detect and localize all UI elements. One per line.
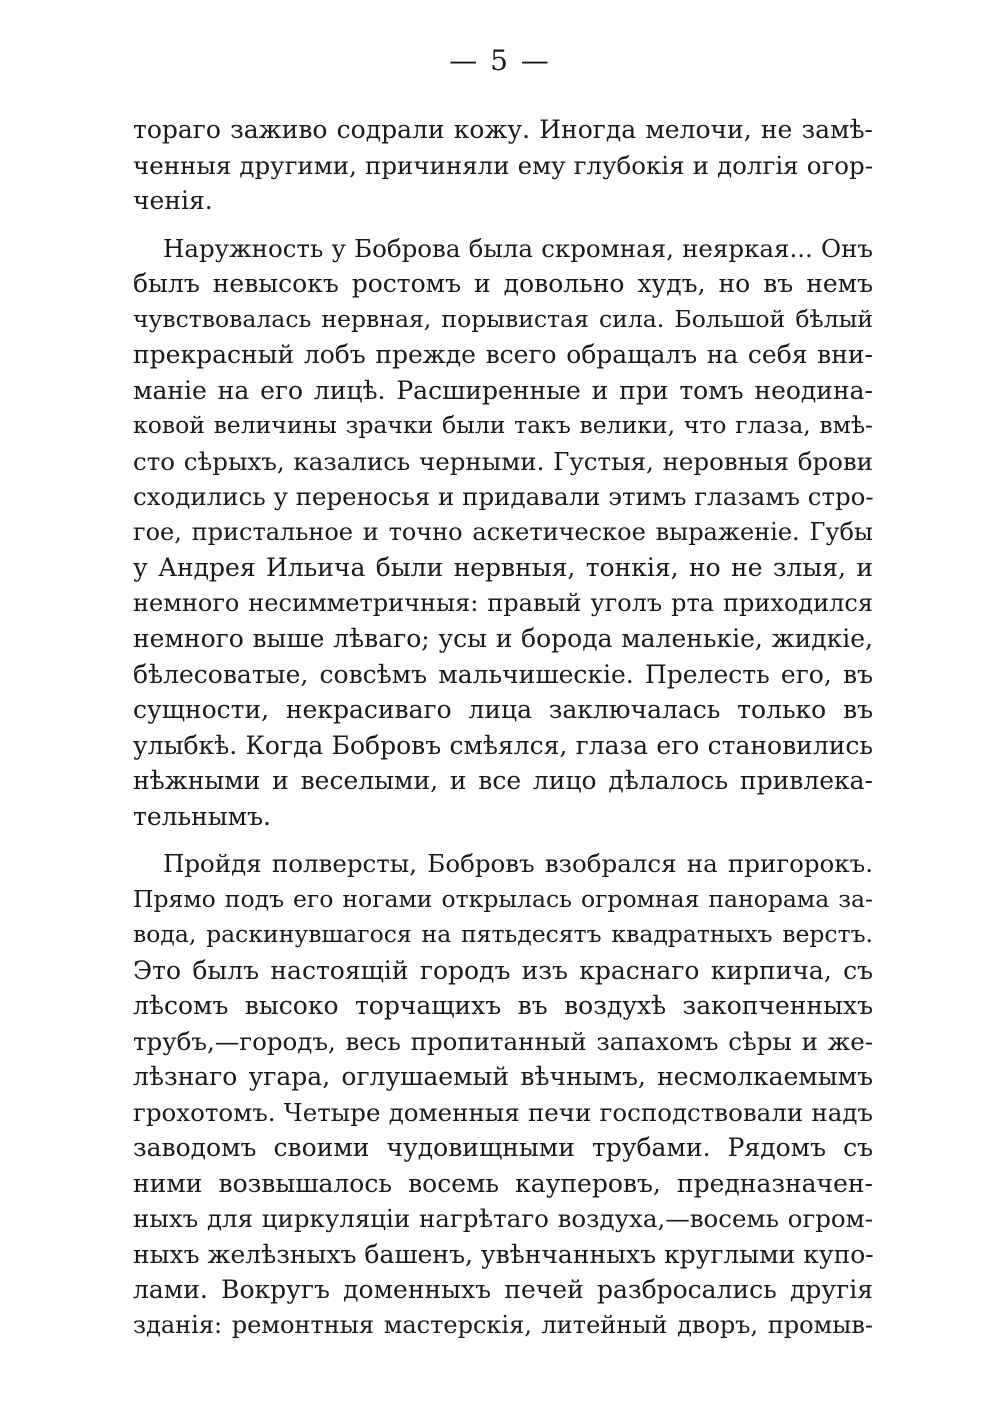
paragraph-2 bbox=[133, 231, 873, 835]
text-line: тельнымъ. bbox=[133, 801, 271, 831]
text-line: вода, раскинувшагося на пятьдесятъ квадратныхъ верстъ. bbox=[133, 920, 873, 948]
text-line: маніе на его лицѣ. Расширенные и при томъ неодина- bbox=[133, 375, 873, 405]
text-line: ныхъ для циркуляціи нагрѣтаго воздуха,—восемь огром- bbox=[133, 1204, 873, 1233]
text-line: гое, пристальное и точно аскетическое выраженіе. Губы bbox=[133, 517, 873, 546]
text-line: у Андрея Ильича были нервныя, тонкія, но не злыя, и bbox=[133, 553, 873, 582]
text-line: зданія: ремонтныя мастерскія, литейный дворъ, промыв- bbox=[133, 1310, 873, 1339]
text-line: лѣзнаго угара, оглушаемый вѣчнымъ, несмолкаемымъ bbox=[133, 1062, 873, 1091]
text-line: ченія. bbox=[133, 186, 213, 215]
text-line: бѣлесоватые, совсѣмъ мальчишескіе. Прелесть его, въ bbox=[133, 659, 873, 689]
text-line: улыбкѣ. Когда Бобровъ смѣялся, глаза его становились bbox=[133, 730, 873, 760]
body-text bbox=[133, 112, 873, 1343]
text-line: ковой величины зрачки были такъ велики, что глаза, вмѣ- bbox=[133, 411, 873, 439]
text-line: лѣсомъ высоко торчащихъ въ воздухѣ закопченныхъ bbox=[133, 991, 873, 1020]
text-line: былъ невысокъ ростомъ и довольно худъ, но въ немъ bbox=[133, 269, 873, 298]
paragraph-1 bbox=[133, 112, 873, 219]
text-line: немного несимметричныя: правый уголъ рта приходился bbox=[133, 588, 873, 617]
page-number: — 5 — bbox=[449, 44, 551, 77]
text-line: ними возвышалось восемь кауперовъ, предназначен- bbox=[133, 1168, 873, 1198]
text-line: Пройдя полверсты, Бобровъ взобрался на пригорокъ. bbox=[163, 849, 873, 878]
text-line: Прямо подъ его ногами открылась огромная панорама за- bbox=[133, 884, 873, 913]
text-line: тораго заживо содрали кожу. Иногда мелочи, не замѣ- bbox=[133, 115, 873, 144]
text-line: сто сѣрыхъ, казались черными. Густыя, неровныя брови bbox=[133, 446, 873, 476]
text-line: прекрасный лобъ прежде всего обращалъ на себя вни- bbox=[133, 340, 873, 369]
text-line: Наружность у Боброва была скромная, неяркая... Онъ bbox=[163, 233, 873, 263]
text-line: немного выше лѣваго; усы и борода маленькіе, жидкіе, bbox=[133, 624, 873, 653]
text-line: чувствовалась нервная, порывистая сила. Большой бѣлый bbox=[133, 304, 873, 333]
text-line: лами. Вокругъ доменныхъ печей разбросались другія bbox=[133, 1275, 873, 1304]
text-line: грохотомъ. Четыре доменныя печи господствовали надъ bbox=[133, 1097, 873, 1127]
paragraph-3 bbox=[133, 846, 873, 1343]
text-line: нѣжными и веселыми, и все лицо дѣлалось привлека- bbox=[133, 766, 873, 795]
text-line: заводомъ своими чудовищными трубами. Рядомъ съ bbox=[133, 1133, 873, 1162]
text-line: сущности, некрасиваго лица заключалась только въ bbox=[133, 695, 873, 724]
text-line: сходились у переносья и придавали этимъ глазамъ стро- bbox=[133, 482, 874, 511]
text-line: ченныя другими, причиняли ему глубокія и долгія огор- bbox=[133, 150, 873, 180]
text-line: ныхъ желѣзныхъ башенъ, увѣнчанныхъ круглыми купо- bbox=[133, 1239, 874, 1269]
text-line: Это былъ настоящій городъ изъ краснаго кирпича, съ bbox=[133, 955, 873, 985]
text-line: трубъ,—городъ, весь пропитанный запахомъ сѣры и же- bbox=[133, 1026, 873, 1056]
